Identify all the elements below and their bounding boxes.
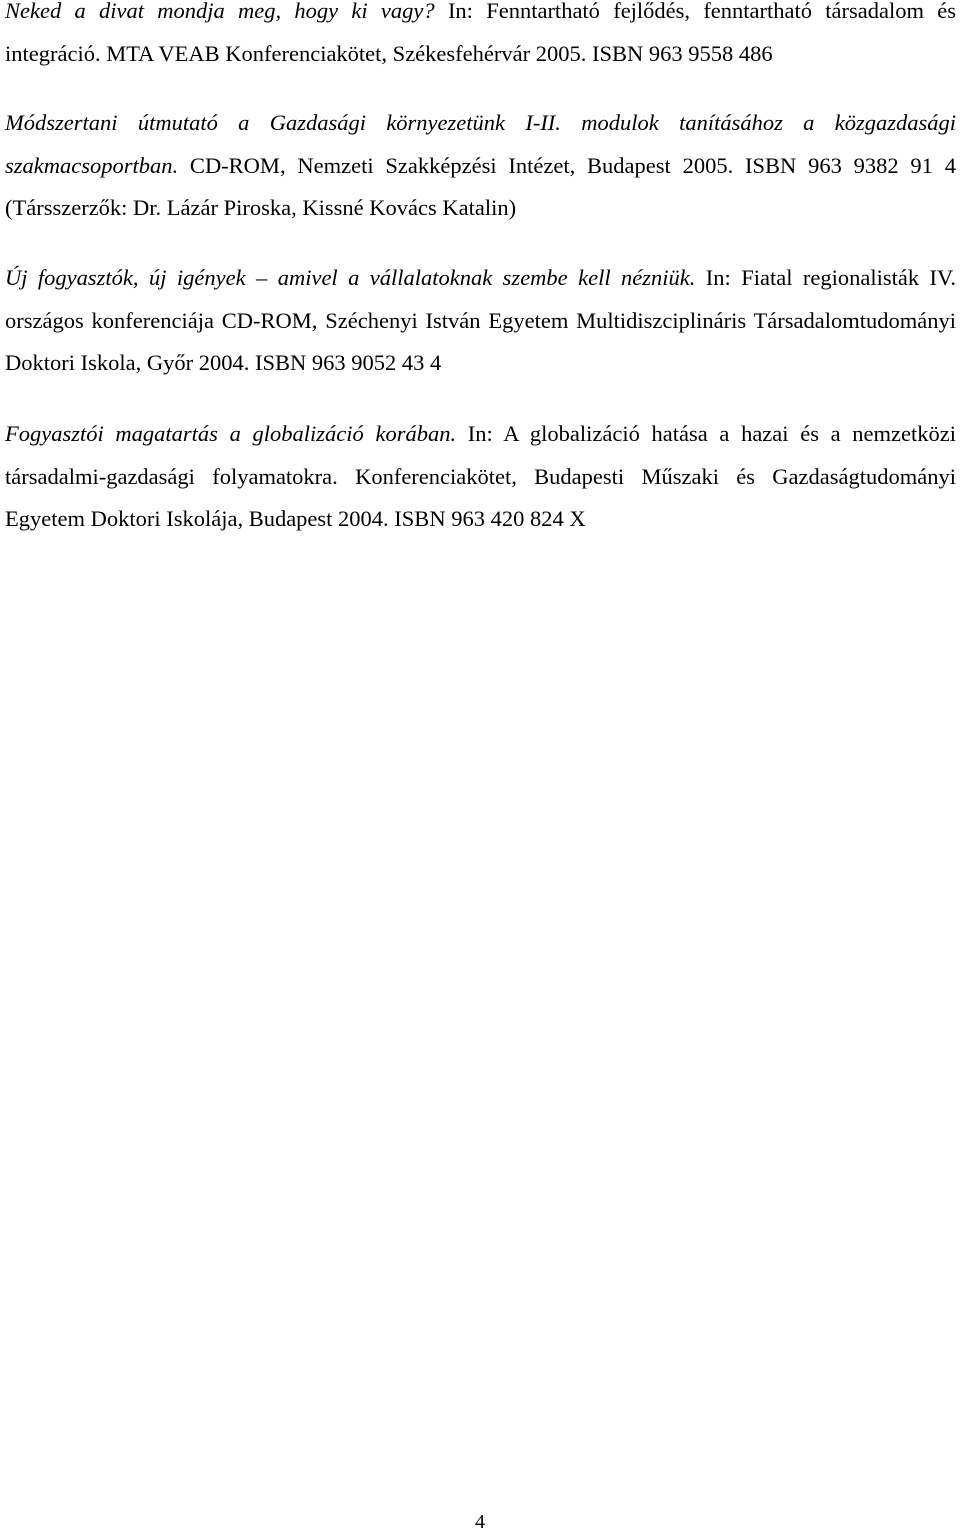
reference-title: Neked a divat mondja meg, hogy ki vagy?: [5, 0, 435, 23]
reference-entry: [5, 257, 956, 385]
reference-details: In: A globalizáció hatása a hazai és a nemzetközi társadalmi-gazdasági folyamatokra. Konferenciakötet, Budapesti Műszaki és Gazdaságtudományi Egyetem Doktori Iskolája, Budapest 2004. ISBN 963 420 824 X: [5, 421, 956, 531]
page-number: 4: [475, 1511, 485, 1533]
reference-entry: [5, 0, 956, 75]
reference-title: Módszertani útmutató a Gazdasági környezetünk I-II. modulok tanításához a közgazdasági szakmacsoportban.: [5, 110, 956, 178]
reference-details: In: Fiatal regionalisták IV. országos konferenciája CD-ROM, Széchenyi István Egyetem Multidiszciplináris Társadalomtudományi Doktori Iskola, Győr 2004. ISBN 963 9052 43 4: [5, 265, 956, 375]
reference-entry: [5, 102, 956, 230]
reference-title: Új fogyasztók, új igények – amivel a vállalatoknak szembe kell nézniük.: [5, 265, 696, 290]
reference-details: CD-ROM, Nemzeti Szakképzési Intézet, Budapest 2005. ISBN 963 9382 91 4 (Társszerzők: Dr. Lázár Piroska, Kissné Kovács Katalin): [5, 152, 956, 220]
reference-entry: [5, 413, 956, 541]
reference-details: In: Fenntartható fejlődés, fenntartható társadalom és integráció. MTA VEAB Konferenciakötet, Székesfehérvár 2005. ISBN 963 9558 486: [5, 0, 957, 66]
reference-title: Fogyasztói magatartás a globalizáció korában.: [5, 421, 457, 446]
